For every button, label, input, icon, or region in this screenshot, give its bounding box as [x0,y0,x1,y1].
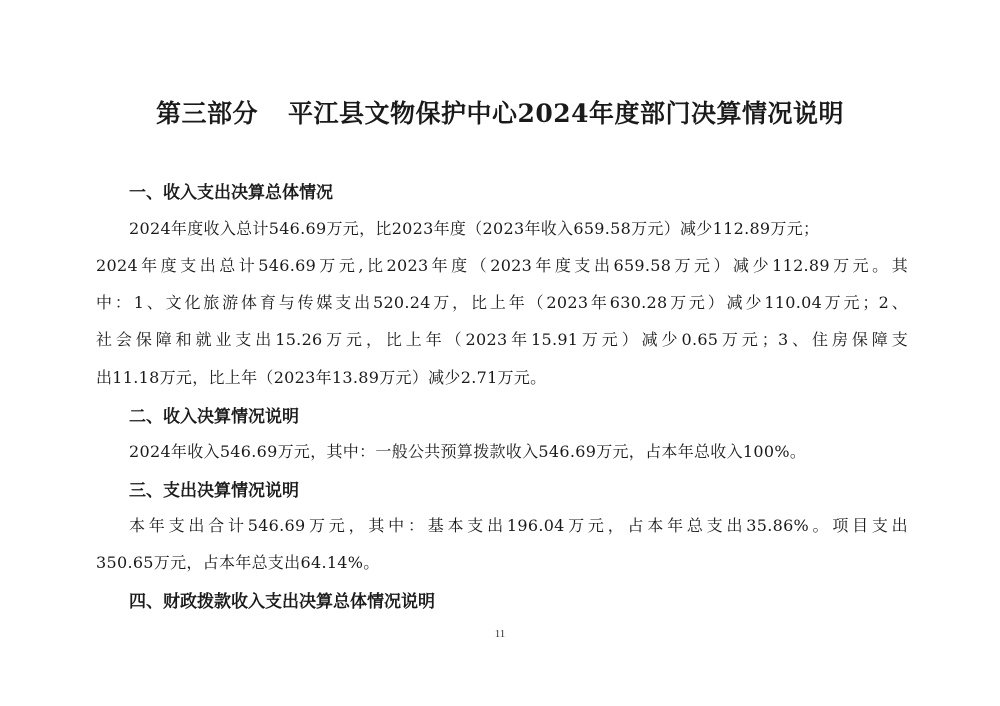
page-number: 11 [494,628,506,640]
paragraph-line: 2024年收入546.69万元，其中：一般公共预算拨款收入546.69万元，占本年总收入100%。 [129,442,807,461]
paragraph-line: 2024年度支出总计546.69万元,比2023年度（2023年度支出659.58万元）减少112.89万元。其 [96,256,908,275]
section-heading-1: 一、收入支出决算总体情况 [129,183,333,203]
paragraph-line: 本年支出合计546.69万元，其中：基本支出196.04万元，占本年总支出35.86%。项目支出 [129,516,908,535]
section-heading-4: 四、财政拨款收入支出决算总体情况说明 [129,592,435,612]
section-heading-2: 二、收入决算情况说明 [129,407,299,427]
paragraph-line: 出11.18万元，比上年（2023年13.89万元）减少2.71万元。 [96,368,547,387]
paragraph-line: 中：1、文化旅游体育与传媒支出520.24万，比上年（2023年630.28万元）减少110.04万元；2、 [96,293,908,312]
title-part: 第三部分 [155,99,258,128]
paragraph-line: 350.65万元，占本年总支出64.14%。 [96,553,380,572]
paragraph-line: 2024年度收入总计546.69万元，比2023年度（2023年收入659.58万元）减少112.89万元； [129,219,820,238]
paragraph-line: 社会保障和就业支出15.26万元，比上年（2023年15.91万元）减少0.65万元；3、住房保障支 [96,330,908,349]
title-main: 平江县文物保护中心2024年度部门决算情况说明 [287,99,845,128]
section-heading-3: 三、支出决算情况说明 [129,481,299,501]
page-title [0,94,1000,130]
